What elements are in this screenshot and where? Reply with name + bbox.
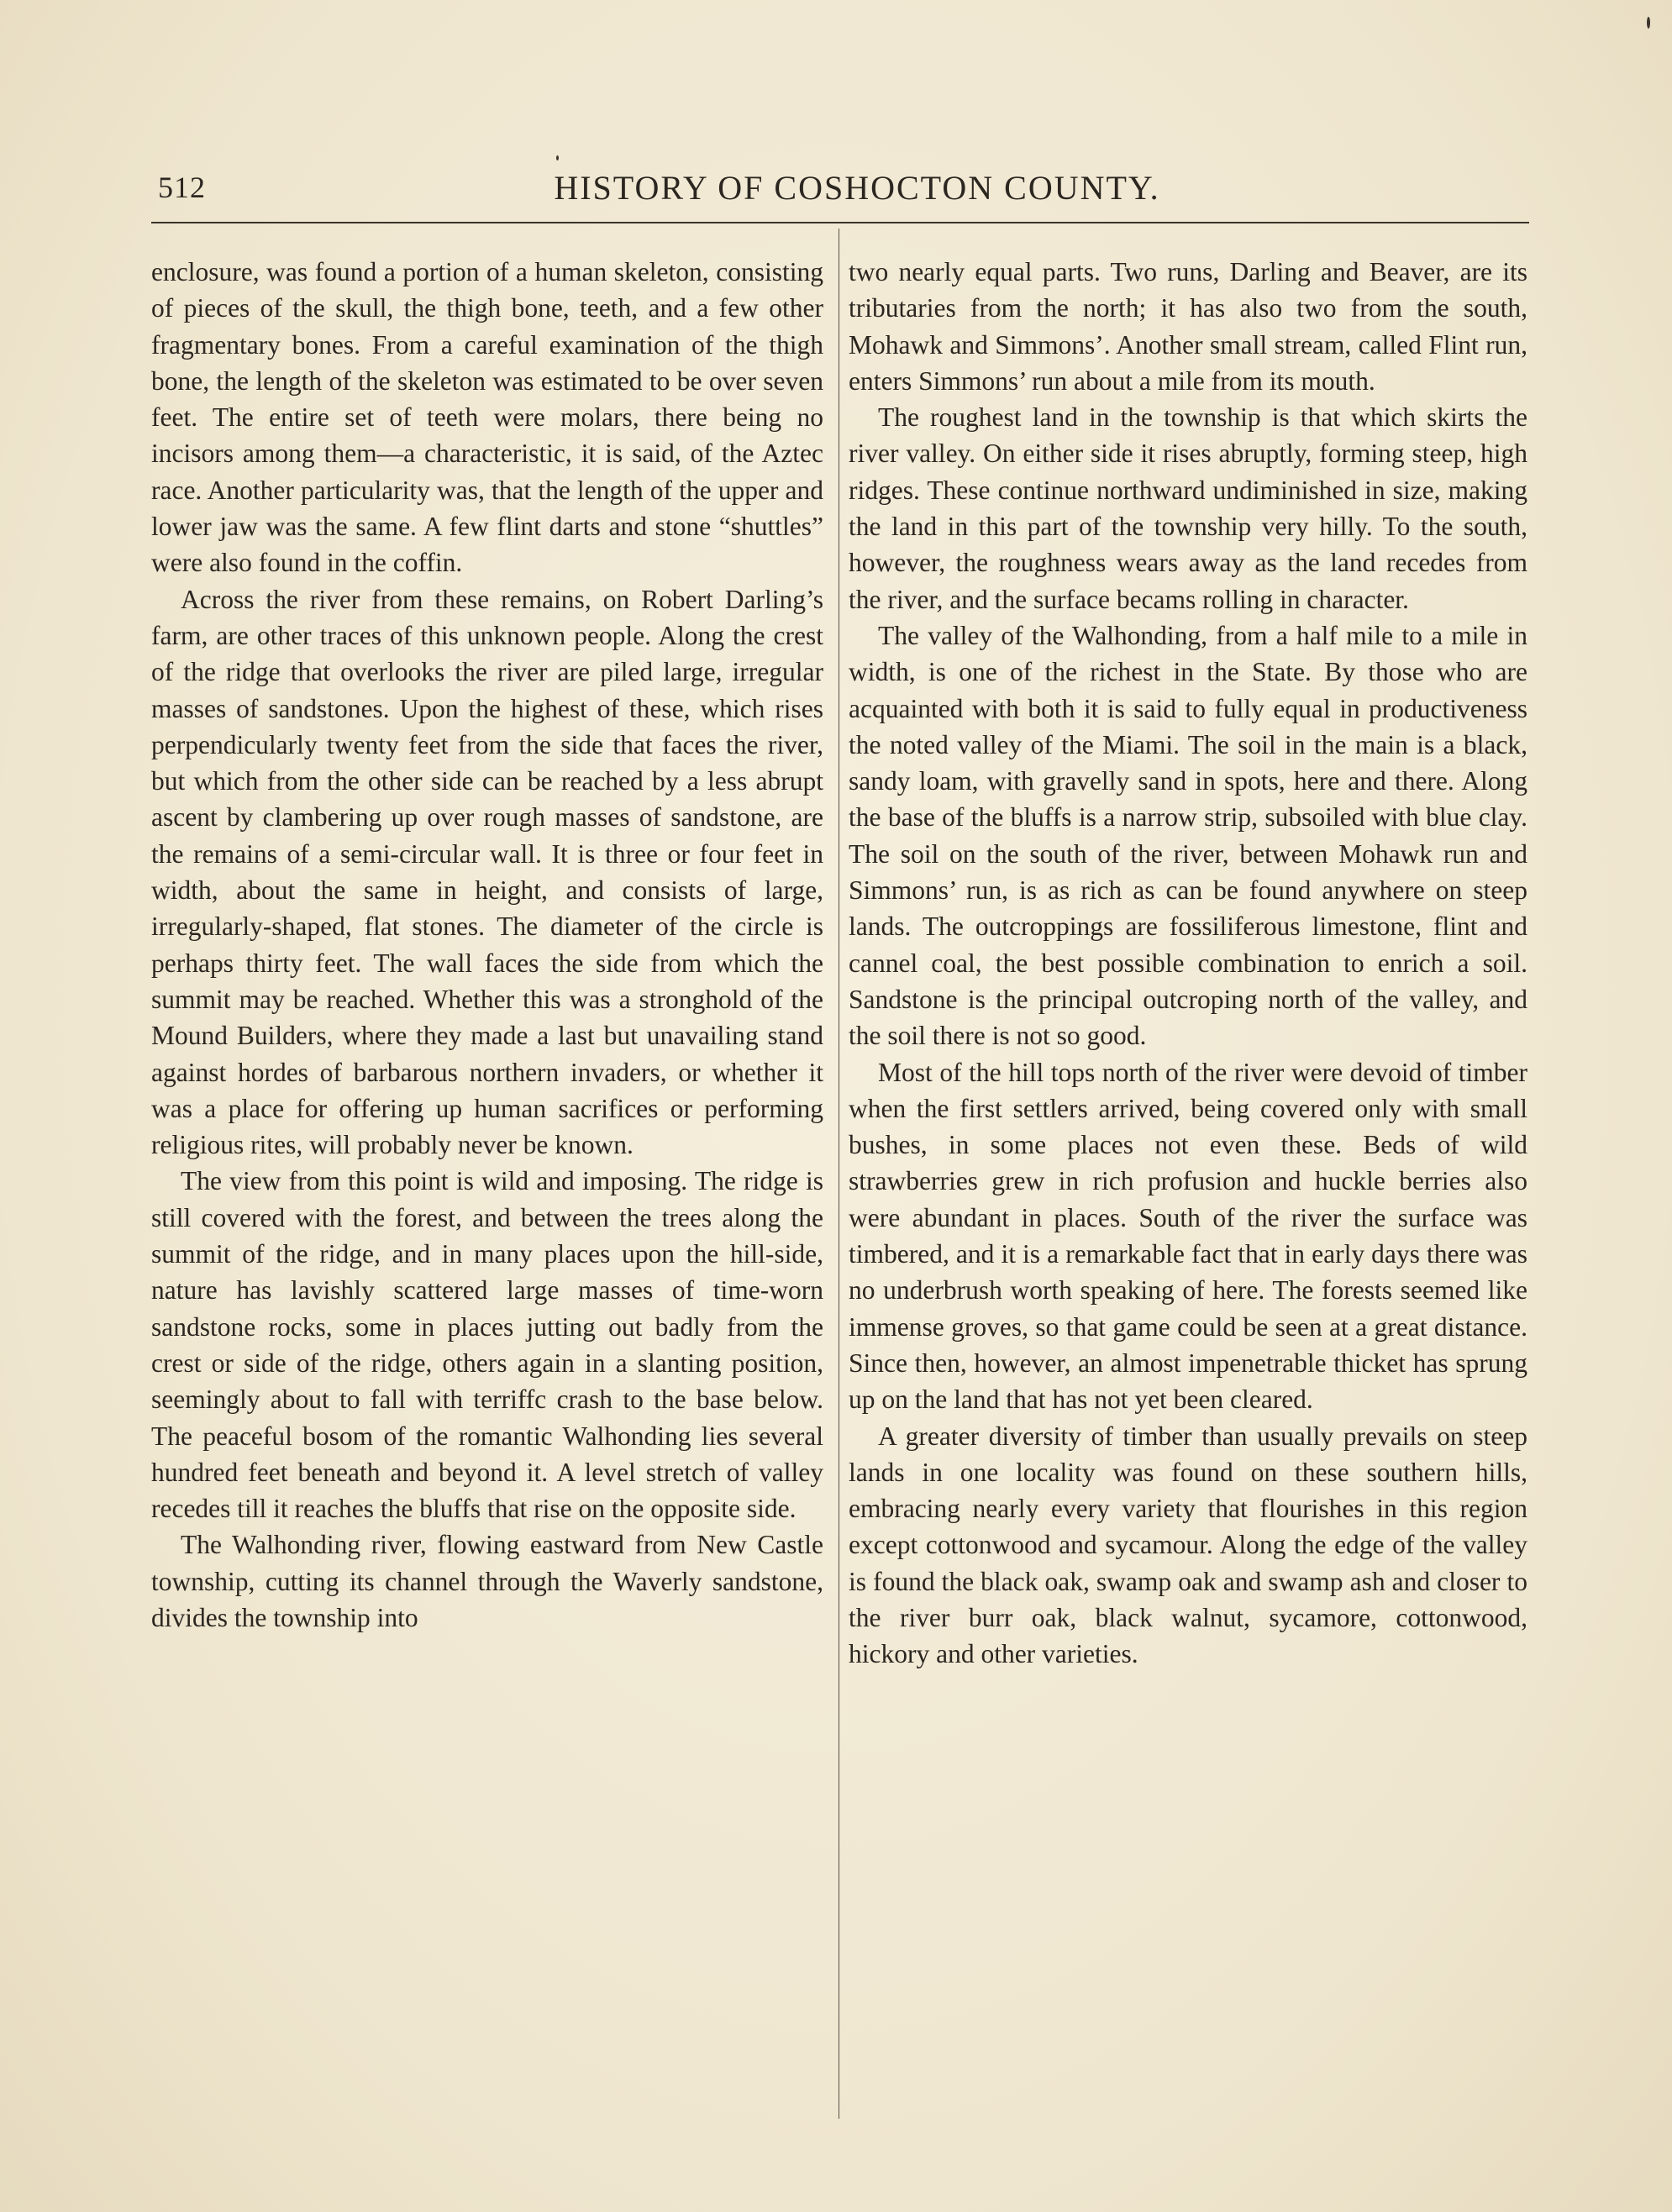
paragraph: The valley of the Walhonding, from a half mile to a mile in width, is one of the richest in the State. By those who are acquainted with both it is said to fully equal in productiveness the noted valley of the Miami. The soil in the main is a black, sandy loam, with gravelly sand in spots, here and there. Along the base of the bluffs is a narrow strip, subsoiled with blue clay. The soil on the south of the river, between Mohawk run and Simmons’ run, is as rich as can be found anywhere on steep lands. The outcroppings are fossiliferous limestone, flint and cannel coal, the best possible combination to enrich a soil. Sandstone is the principal outcroping north of the valley, and the soil there is not so good.	[849, 620, 1527, 1051]
paragraph: The view from this point is wild and imposing. The ridge is still covered with the forest, and between the trees along the summit of the ridge, and in many places upon the hill-side, nature has lavishly scattered large masses of time-worn sandstone rocks, some in places jutting out badly from the crest or side of the ridge, others again in a slanting position, seemingly about to fall with terriffc crash to the base below. The peaceful bosom of the romantic Walhonding lies several hundred feet beneath and beyond it. A level stretch of valley recedes till it reaches the bluffs that rise on the opposite side.	[151, 1166, 823, 1524]
print-speck	[1647, 17, 1650, 29]
running-title: HISTORY OF COSHOCTON COUNTY.	[554, 169, 1160, 207]
page-header	[151, 161, 1529, 212]
paragraph: A greater diversity of timber than usually prevails on steep lands in one locality was found on these southern hills, embracing nearly every variety that flourishes in this region except cottonwood and sycamour. Along the edge of the valley is found the black oak, swamp oak and swamp ash and closer to the river burr oak, black walnut, sycamore, cottonwood, hickory and other varieties.	[849, 1421, 1527, 1669]
paragraph: Most of the hill tops north of the river were devoid of timber when the first settlers arrived, being covered only with small bushes, in some places not even these. Beds of wild strawberries grew in rich profusion and huckle berries also were abundant in places. South of the river the surface was timbered, and it is a remarkable fact that in early days there was no underbrush worth speaking of here. The forests seemed like immense groves, so that game could be seen at a great distance. Since then, however, an almost impenetrable thicket has sprung up on the land that has not yet been cleared.	[849, 1057, 1527, 1415]
paragraph: enclosure, was found a portion of a human skeleton, consisting of pieces of the skull, the thigh bone, teeth, and a few other fragmentary bones. From a careful examination of the thigh bone, the length of the skeleton was estimated to be over seven feet. The entire set of teeth were molars, there being no incisors among them—a characteristic, it is said, of the Aztec race. Another particularity was, that the length of the upper and lower jaw was the same. A few flint darts and stone “shuttles” were also found in the coffin.	[151, 257, 823, 578]
paragraph: two nearly equal parts. Two runs, Darling and Beaver, are its tributaries from the north; it has also two from the south, Mohawk and Simmons’. Another small stream, called Flint run, enters Simmons’ run about a mile from its mouth.	[849, 257, 1527, 396]
header-rule	[151, 222, 1529, 223]
left-column	[151, 254, 823, 1636]
paragraph: Across the river from these remains, on Robert Darling’s farm, are other traces of this unknown people. Along the crest of the ridge that overlooks the river are piled large, irregular masses of sandstones. Upon the highest of these, which rises perpendicularly twenty feet from the side that faces the river, but which from the other side can be reached by a less abrupt ascent by clambering up over rough masses of sandstone, are the remains of a semi-circular wall. It is three or four feet in width, about the same in height, and consists of large, irregularly-shaped, flat stones. The diameter of the circle is perhaps thirty feet. The wall faces the side from which the summit may be reached. Whether this was a stronghold of the Mound Builders, where they made a last but unavailing stand against hordes of barbarous northern invaders, or whether it was a place for offering up human sacrifices or performing religious rites, will probably never be known.	[151, 584, 823, 1160]
paragraph: The Walhonding river, flowing eastward from New Castle township, cutting its channel through the Waverly sandstone, divides the township into	[151, 1530, 823, 1632]
right-column	[849, 254, 1527, 1673]
page-number: 512	[158, 171, 206, 204]
paragraph: The roughest land in the township is that which skirts the river valley. On either side it rises abruptly, forming steep, high ridges. These continue northward undiminished in size, making the land in this part of the township very hilly. To the south, however, the roughness wears away as the land recedes from the river, and the surface becams rolling in character.	[849, 402, 1527, 614]
print-speck	[556, 155, 559, 160]
